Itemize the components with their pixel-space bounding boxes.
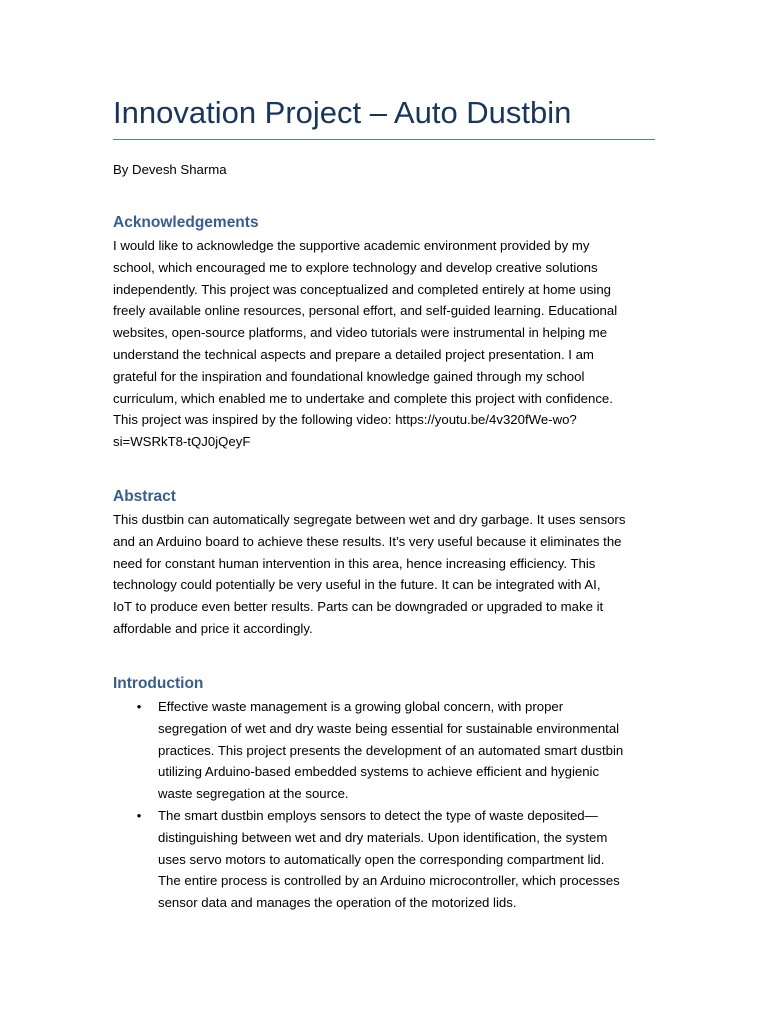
list-item (113, 805, 655, 914)
paragraph-line: understand the technical aspects and prepare a detailed project presentation. I am (113, 346, 594, 362)
list-item-line: sensor data and manages the operation of the motorized lids. (158, 895, 517, 911)
paragraph-line: independently. This project was conceptualized and completed entirely at home using (113, 281, 612, 297)
paragraph-line-with-link: This project was inspired by the following video: https://youtu.be/4v320fWe-wo? (113, 412, 577, 428)
paragraph-line: school, which encouraged me to explore technology and develop creative solutions (113, 259, 598, 275)
list-item-line: Effective waste management is a growing global concern, with proper (158, 699, 564, 714)
list-item-line: segregation of wet and dry waste being essential for sustainable environmental (158, 720, 620, 736)
introduction-section (113, 673, 655, 914)
list-item-line: waste segregation at the source. (158, 786, 349, 802)
paragraph-line: and an Arduino board to achieve these results. It’s very useful because it eliminates the (113, 533, 622, 549)
document-author: By Devesh Sharma (113, 162, 227, 177)
paragraph-line: websites, open-source platforms, and video tutorials were instrumental in helping me (113, 325, 608, 341)
list-item-line: practices. This project presents the development of an automated smart dustbin (158, 742, 624, 758)
list-item-line: distinguishing between wet and dry materials. Upon identification, the system (158, 829, 608, 845)
list-item-line: The entire process is controlled by an Arduino microcontroller, which processes (158, 873, 620, 889)
list-item (113, 696, 655, 805)
introduction-bullet-list (113, 696, 655, 914)
acknowledgements-section (113, 212, 655, 453)
title-underline-rule (113, 139, 655, 140)
paragraph-line: IoT to produce even better results. Parts can be downgraded or upgraded to make it (113, 599, 604, 615)
paragraph-line: I would like to acknowledge the supportive academic environment provided by my (113, 238, 590, 253)
list-item-line: utilizing Arduino-based embedded systems to achieve efficient and hygienic (158, 764, 600, 780)
paragraph-line: grateful for the inspiration and foundational knowledge gained through my school (113, 368, 585, 384)
acknowledgements-paragraph (113, 235, 655, 453)
paragraph-line: need for constant human intervention in this area, hence increasing efficiency. This (113, 555, 596, 571)
introduction-heading: Introduction (113, 675, 204, 692)
acknowledgements-heading: Acknowledgements (113, 214, 259, 231)
paragraph-line: curriculum, which enabled me to undertake and complete this project with confidence. (113, 390, 613, 406)
paragraph-line: affordable and price it accordingly. (113, 620, 313, 636)
list-item-line: The smart dustbin employs sensors to detect the type of waste deposited— (158, 807, 598, 823)
paragraph-line: technology could potentially be very useful in the future. It can be integrated with AI, (113, 577, 601, 593)
document-title: Innovation Project – Auto Dustbin (113, 95, 572, 130)
paragraph-line-link-continuation: si=WSRkT8-tQJ0jQeyF (113, 434, 251, 450)
abstract-paragraph (113, 509, 655, 640)
list-item-line: uses servo motors to automatically open the corresponding compartment lid. (158, 851, 605, 867)
abstract-section (113, 486, 655, 640)
paragraph-line: This dustbin can automatically segregate between wet and dry garbage. It uses sensors (113, 512, 626, 527)
bullet-icon: • (136, 807, 142, 823)
abstract-heading: Abstract (113, 488, 176, 505)
bullet-icon: • (136, 699, 142, 714)
paragraph-line: freely available online resources, personal effort, and self-guided learning. Educational (113, 303, 618, 319)
